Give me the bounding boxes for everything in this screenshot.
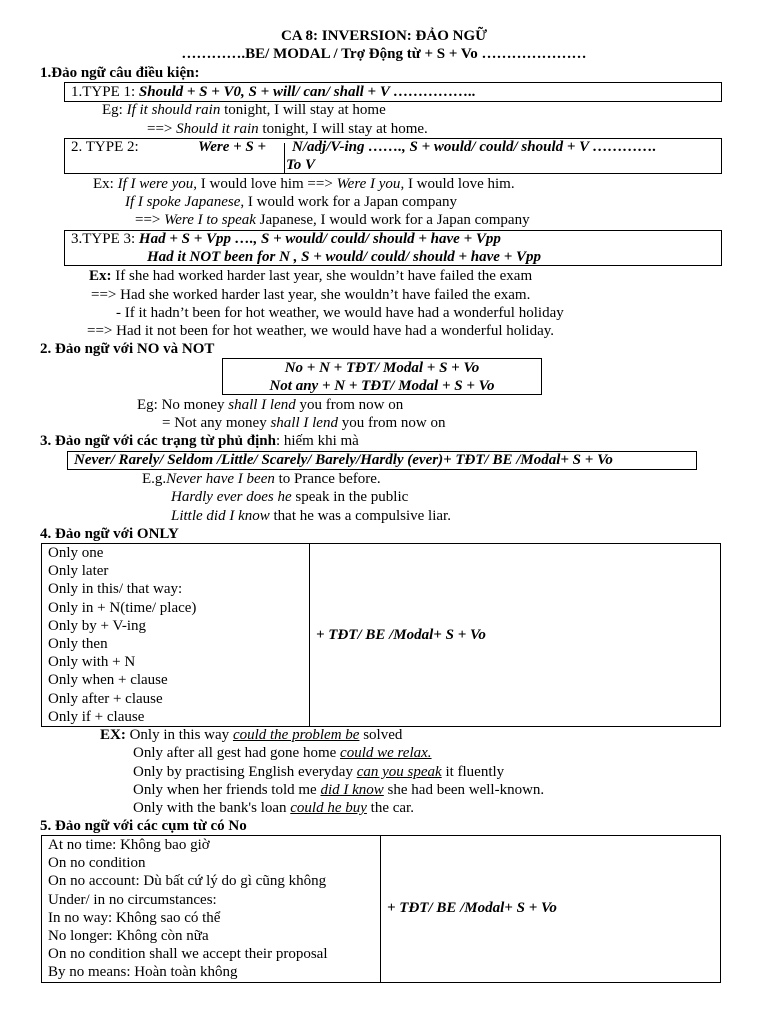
type3-formula-1 [71, 230, 501, 248]
example-inversion: can you speak [356, 764, 442, 780]
no-phrase: No longer: Không còn nữa [48, 928, 209, 945]
only-example-5 [133, 799, 414, 817]
type2-label: 2. TYPE 2: [71, 139, 139, 155]
eg2-rest: you from now on [337, 415, 446, 431]
ex1-mid: , I would love him ==> [193, 176, 337, 192]
type3-example-1 [89, 267, 532, 285]
only-phrase: Only in + N(time/ place) [48, 599, 197, 616]
ex1-text: If she had worked harder last year, she wouldn’t have failed the exam [111, 268, 533, 284]
type2-brace [284, 143, 285, 173]
section-2-heading: 2. Đảo ngữ với NO và NOT [40, 341, 215, 357]
no-phrases-cell [42, 836, 381, 983]
type2-option-1: N/adj/V-ing ……., S + would/ could/ should + V …………. [292, 139, 657, 155]
type3-example-4: ==> Had it not been for hot weather, we would have had a wonderful holiday. [87, 323, 554, 339]
only-example-2 [133, 744, 432, 762]
example-post: it fluently [441, 764, 505, 780]
result-inverted-part: Should it rain [176, 121, 259, 137]
ex1-italic-2: Were I you [336, 176, 401, 192]
type2-example-1 [93, 175, 515, 193]
type3-example-2: ==> Had she worked harder last year, she wouldn’t have failed the exam. [91, 287, 531, 303]
arrow: ==> [135, 212, 165, 228]
ex3-italic: Little did I know [171, 508, 270, 524]
negative-adverb-formula: Never/ Rarely/ Seldom /Little/ Scarely/ Barely/Hardly (ever)+ TĐT/ BE /Modal+ S + Vo [74, 452, 613, 468]
ex-label: Ex: [89, 268, 112, 284]
type3-formula-2: Had it NOT been for N , S + would/ could/ should + have + Vpp [147, 249, 542, 265]
type2-formula-a: Were + S + [198, 139, 267, 155]
eg2-italic: shall I lend [270, 415, 338, 431]
example-post: she had been well-known. [383, 782, 545, 798]
type2-example-2 [125, 193, 457, 211]
only-phrase: Only in this/ that way: [48, 581, 183, 598]
arrow: ==> [147, 121, 177, 137]
no-formula-cell: + TĐT/ BE /Modal+ S + Vo [381, 836, 721, 983]
ex-label: EX: [100, 727, 126, 743]
type1-formula [71, 83, 476, 101]
only-example-1 [100, 726, 402, 744]
only-phrase: Only when + clause [48, 672, 168, 689]
eg2-prefix: = Not any money [162, 415, 271, 431]
ex2-italic: Hardly ever does he [171, 489, 292, 505]
example-pre: Only after all gest had gone home [133, 745, 341, 761]
section-4-heading: 4. Đảo ngữ với ONLY [40, 526, 179, 542]
example-pre: Only in this way [125, 727, 233, 743]
no-phrase: By no means: Hoàn toàn không [48, 964, 238, 981]
only-phrase: Only then [48, 636, 108, 653]
type1-formula-text: Should + S + V0, S + will/ can/ shall + V …………….. [138, 84, 476, 100]
type2-option-2: To V [286, 157, 316, 173]
section-1-heading: 1.Đảo ngữ câu điều kiện: [40, 65, 200, 81]
only-phrase: Only later [48, 563, 109, 580]
no-phrase: On no condition shall we accept their proposal [48, 946, 328, 963]
ex3-rest: that he was a compulsive liar. [269, 508, 451, 524]
ex2-rest: speak in the public [291, 489, 409, 505]
ex3-italic: Were I to speak [164, 212, 256, 228]
section-5-heading: 5. Đảo ngữ với các cụm từ có No [40, 818, 247, 834]
example-inversion: could we relax. [340, 745, 432, 761]
only-formula-cell: + TĐT/ BE /Modal+ S + Vo [310, 544, 721, 727]
eg1-italic: shall I lend [228, 397, 296, 413]
section-3-heading-text: 3. Đảo ngữ với các trạng từ phủ định [40, 433, 276, 449]
only-phrase: Only with + N [48, 654, 136, 671]
only-example-4 [133, 781, 544, 799]
type1-example [102, 101, 386, 119]
no-phrase: In no way: Không sao có thể [48, 909, 221, 926]
eg-rest: tonight, I will stay at home [220, 102, 386, 118]
no-phrases-table [41, 835, 721, 983]
type3-formula-text: Had + S + Vpp …., S + would/ could/ should + have + Vpp [138, 231, 501, 247]
section-3-heading-meaning: : hiếm khi mà [275, 433, 359, 449]
only-phrases-cell [42, 544, 310, 727]
only-phrase: Only one [48, 545, 104, 561]
negative-adverb-example-1 [142, 470, 381, 488]
only-phrase: Only if + clause [48, 708, 145, 725]
type3-label: 3.TYPE 3: [71, 231, 139, 247]
ex-label: Ex: [93, 176, 118, 192]
eg1-rest: you from now on [295, 397, 404, 413]
type3-example-3: - If it hadn’t been for hot weather, we would have had a wonderful holiday [116, 305, 564, 321]
not-any-formula: Not any + N + TĐT/ Modal + S + Vo [269, 378, 495, 394]
ex1-italic: If I were you [117, 176, 194, 192]
ex1-italic: Never have I been [166, 471, 275, 487]
example-pre: Only with the bank's loan [133, 800, 291, 816]
no-example-2 [162, 414, 445, 432]
example-inversion: could the problem be [232, 727, 360, 743]
no-phrase: On no account: Dù bất cứ lý do gì cũng không [48, 873, 327, 890]
page-subtitle: ………….BE/ MODAL / Trợ Động từ + S + Vo ………………… [181, 46, 587, 62]
no-phrase: At no time: Không bao giờ [48, 837, 210, 853]
section-3-heading [40, 432, 359, 450]
example-post: the car. [366, 800, 414, 816]
only-example-3 [133, 763, 504, 781]
eg-label: E.g. [142, 471, 167, 487]
ex1-rest: , I would love him. [400, 176, 515, 192]
result-rest: tonight, I will stay at home. [258, 121, 428, 137]
negative-adverb-example-3 [171, 507, 451, 525]
example-inversion: did I know [320, 782, 384, 798]
ex2-rest: , I would work for a Japan company [240, 194, 457, 210]
eg1-prefix: Eg: No money [137, 397, 229, 413]
eg-inverted-part: If it should rain [126, 102, 221, 118]
ex1-rest: to Prance before. [274, 471, 381, 487]
only-table [41, 543, 721, 727]
example-pre: Only by practising English everyday [133, 764, 357, 780]
no-phrase: On no condition [48, 855, 146, 872]
type1-result [147, 120, 428, 138]
only-phrase: Only after + clause [48, 690, 163, 707]
ex3-rest: Japanese, I would work for a Japan company [255, 212, 530, 228]
no-formula: No + N + TĐT/ Modal + S + Vo [284, 360, 480, 376]
no-example-1 [137, 396, 403, 414]
ex2-italic: If I spoke Japanese [125, 194, 241, 210]
eg-label: Eg: [102, 102, 127, 118]
type2-example-3 [135, 211, 530, 229]
page-title: CA 8: INVERSION: ĐẢO NGỮ [280, 28, 488, 44]
type1-label: 1.TYPE 1: [71, 84, 139, 100]
negative-adverb-example-2 [171, 488, 408, 506]
no-phrase: Under/ in no circumstances: [48, 891, 217, 908]
example-pre: Only when her friends told me [133, 782, 321, 798]
example-inversion: could he buy [290, 800, 367, 816]
only-phrase: Only by + V-ing [48, 617, 147, 634]
example-post: solved [359, 727, 403, 743]
